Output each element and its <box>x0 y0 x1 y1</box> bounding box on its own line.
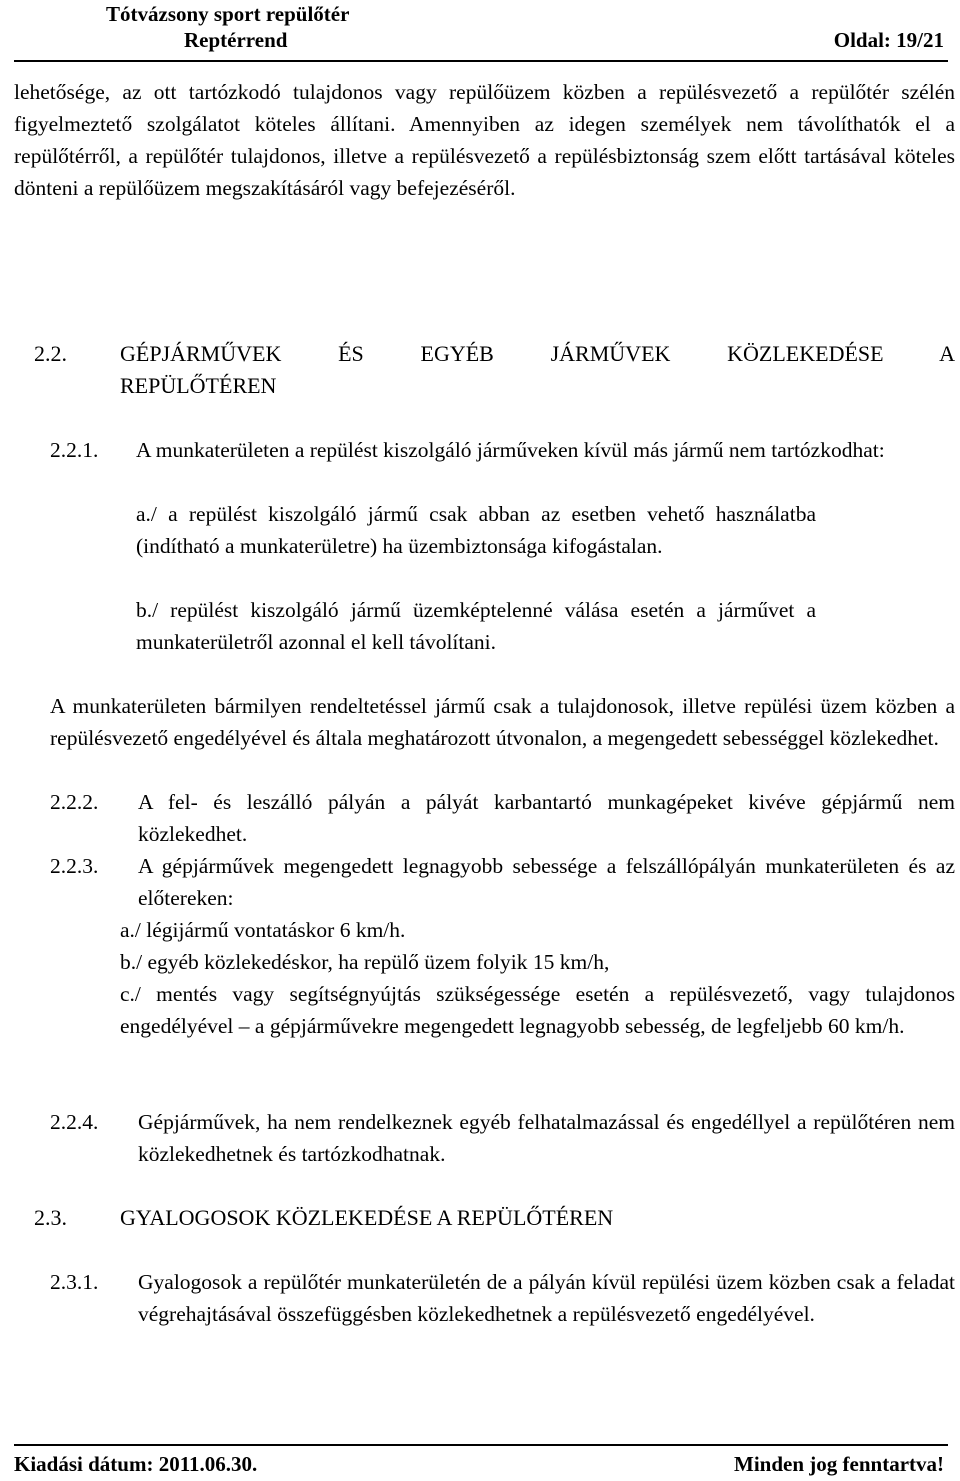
section-number: 2.2. <box>34 341 67 366</box>
document-title: Tótvázsony sport repülőtér <box>106 2 350 26</box>
subitem-c: c./ mentés vagy segítségnyújtás szükségessége esetén a repülésvezető, vagy tulajdonos engedélyével – a gépjárművekre megengedett legnagyobb sebesség, de legfeljebb 60 km/h. <box>120 982 955 1038</box>
item-number: 2.2.3. <box>50 854 99 878</box>
page-number: Oldal: 19/21 <box>833 28 944 52</box>
rights-notice: Minden jog fenntartva! <box>734 1452 944 1476</box>
subitem-b: b./ egyéb közlekedéskor, ha repülő üzem folyik 15 km/h, <box>120 950 610 974</box>
item-text: A munkaterületen a repülést kiszolgáló járműveken kívül más jármű nem tartózkodhat: <box>136 438 885 462</box>
subitem-b: b./ repülést kiszolgáló jármű üzemképtelenné válása esetén a járművet a munkaterületről azonnal el kell távolítani. <box>136 598 816 654</box>
footer-divider <box>14 1444 948 1446</box>
issue-date: Kiadási dátum: 2011.06.30. <box>14 1452 258 1476</box>
section-title-continued: REPÜLŐTÉREN <box>120 373 277 398</box>
item-number: 2.3.1. <box>50 1270 99 1294</box>
item-number: 2.2.2. <box>50 790 99 814</box>
subitem-a: a./ légijármű vontatáskor 6 km/h. <box>120 918 406 942</box>
header-divider <box>14 60 948 62</box>
item-text: Gyalogosok a repülőtér munkaterületén de a pályán kívül repülési üzem közben csak a feladat végrehajtásával összefüggésben közlekedhetnek a repülésvezető engedélyével. <box>138 1270 955 1326</box>
intro-paragraph: lehetősége, az ott tartózkodó tulajdonos vagy repülőüzem közben a repülésvezető a repülőtér szélén figyelmeztető szolgálatot köteles állítani. Amennyiben az idegen személyek nem távolíthatók el a repülőtérről, a repülőtér tulajdonos, illetve a repülésvezető a repülésbiztonság szem előtt tartásával köteles dönteni a repülőüzem megszakításáról vagy befejezéséről. <box>14 80 955 200</box>
item-text: Gépjárművek, ha nem rendelkeznek egyéb felhatalmazással és engedéllyel a repülőtéren nem közlekedhetnek és tartózkodhatnak. <box>138 1110 955 1166</box>
section-number: 2.3. <box>34 1205 67 1230</box>
item-text: A gépjárművek megengedett legnagyobb sebessége a felszállópályán munkaterületen és az előtereken: <box>138 854 955 910</box>
subitem-a: a./ a repülést kiszolgáló jármű csak abban az esetben vehető használatba (indítható a munkaterületre) ha üzembiztonsága kifogástalan. <box>136 502 816 558</box>
item-number: 2.2.1. <box>50 438 99 462</box>
item-text: A fel- és leszálló pályán a pályát karbantartó munkagépeket kivéve gépjármű nem közlekedhet. <box>138 790 955 846</box>
item-number: 2.2.4. <box>50 1110 99 1134</box>
section-title: GYALOGOSOK KÖZLEKEDÉSE A REPÜLŐTÉREN <box>120 1205 614 1230</box>
general-paragraph: A munkaterületen bármilyen rendeltetéssel jármű csak a tulajdonosok, illetve repülési üzem közben a repülésvezető engedélyével és általa meghatározott útvonalon, a megengedett sebességgel közlekedhet. <box>50 694 955 750</box>
section-title: GÉPJÁRMŰVEK ÉS EGYÉB JÁRMŰVEK KÖZLEKEDÉSE A <box>120 341 955 366</box>
document-subtitle: Reptérrend <box>184 28 288 52</box>
